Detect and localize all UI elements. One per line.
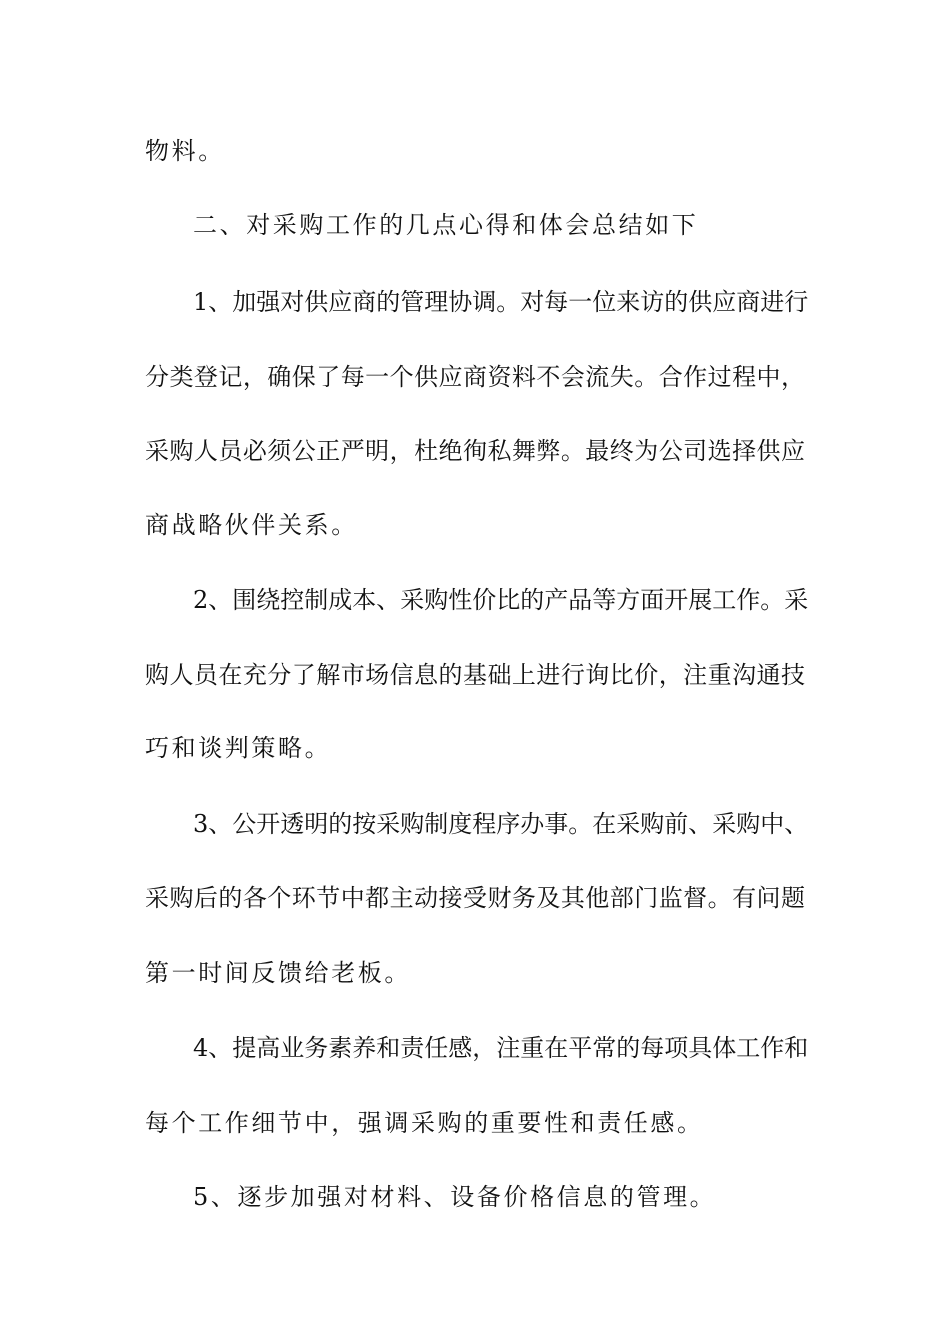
text-line: 5、逐步加强对材料、设备价格信息的管理。 — [193, 1183, 717, 1211]
text-line: 第一时间反馈给老板。 — [145, 959, 411, 987]
text-line: 每个工作细节中，强调采购的重要性和责任感。 — [145, 1109, 704, 1137]
text-line: 巧和谈判策略。 — [145, 734, 332, 762]
text-line: 采购后的各个环节中都主动接受财务及其他部门监督。有问题 — [145, 884, 805, 912]
text-line: 3、公开透明的按采购制度程序办事。在采购前、采购中、 — [193, 810, 809, 838]
text-line: 购人员在充分了解市场信息的基础上进行询比价，注重沟通技 — [145, 661, 805, 689]
text-line: 物料。 — [145, 137, 225, 165]
text-line: 2、围绕控制成本、采购性价比的产品等方面开展工作。采 — [193, 586, 809, 614]
text-line: 采购人员必须公正严明，杜绝徇私舞弊。最终为公司选择供应 — [145, 437, 805, 465]
text-line: 商战略伙伴关系。 — [145, 511, 358, 539]
text-line: 1、加强对供应商的管理协调。对每一位来访的供应商进行 — [193, 288, 809, 316]
section-heading: 二、对采购工作的几点心得和体会总结如下 — [193, 211, 699, 239]
text-line: 分类登记，确保了每一个供应商资料不会流失。合作过程中， — [145, 363, 805, 391]
text-line: 4、提高业务素养和责任感，注重在平常的每项具体工作和 — [193, 1034, 809, 1062]
